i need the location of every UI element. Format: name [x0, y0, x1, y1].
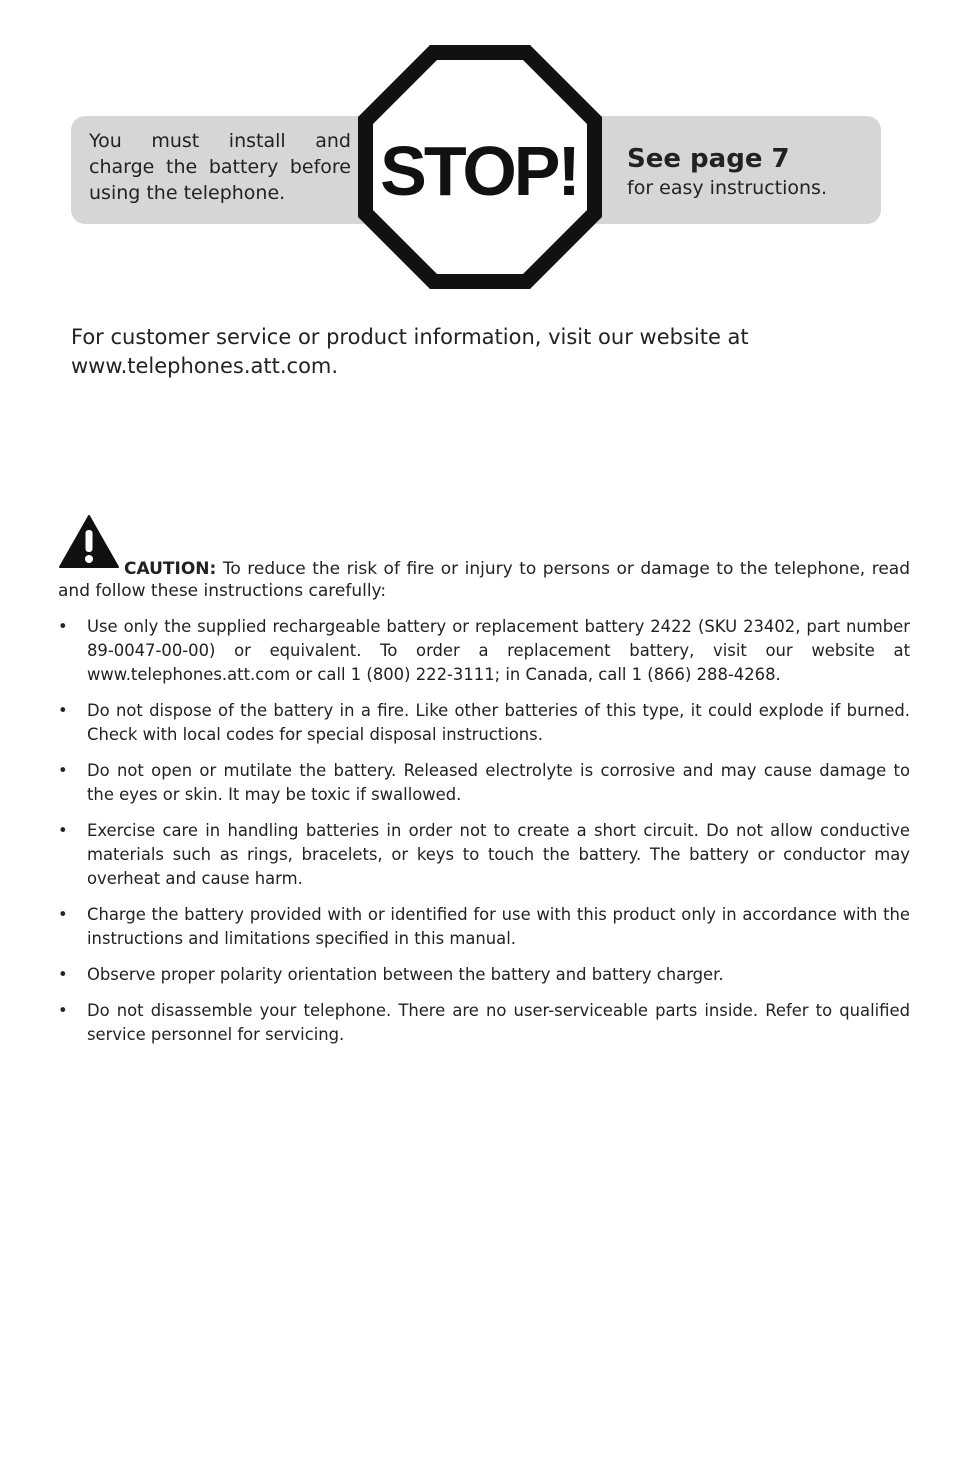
bullet-icon: •	[58, 905, 68, 924]
see-page-subtitle: for easy instructions.	[627, 177, 827, 199]
caution-text: To reduce the risk of fire or injury to persons or damage to the telephone, read and follow these instructions carefully:	[58, 559, 910, 601]
list-item-text: Charge the battery provided with or identified for use with this product only in accordance with the instructions and limitations specified in this manual.	[87, 905, 910, 948]
list-item	[58, 903, 910, 951]
list-item-text: Do not disassemble your telephone. There are no user-serviceable parts inside. Refer to qualified service personnel for servicing.	[87, 1001, 910, 1044]
bullet-icon: •	[58, 761, 68, 780]
install-notice: You must install and charge the battery before using the telephone.	[89, 130, 351, 204]
bullet-icon: •	[58, 965, 68, 984]
stop-label: STOP!	[380, 132, 578, 210]
list-item	[58, 999, 910, 1047]
customer-service-text: For customer service or product information, visit our website at www.telephones.att.com.	[71, 325, 749, 378]
list-item-text: Observe proper polarity orientation between the battery and battery charger.	[87, 965, 724, 984]
list-item	[58, 699, 910, 747]
bullet-icon: •	[58, 1001, 68, 1020]
list-item	[58, 963, 910, 987]
safety-instructions-list	[58, 615, 910, 1059]
bullet-icon: •	[58, 821, 68, 840]
list-item	[58, 759, 910, 807]
list-item	[58, 819, 910, 891]
stop-sign-icon	[356, 43, 604, 291]
caution-label: CAUTION:	[124, 559, 217, 579]
list-item-text: Exercise care in handling batteries in order not to create a short circuit. Do not allow conductive materials such as rings, bracelets, or keys to touch the battery. The battery or conductor may overheat and cause harm.	[87, 821, 910, 888]
see-page-title: See page 7	[627, 144, 790, 174]
list-item-text: Use only the supplied rechargeable battery or replacement battery 2422 (SKU 23402, part number 89-0047-00-00) or equivalent. To order a replacement battery, visit our website at www.telephones.att.com or call 1 (800) 222-3111; in Canada, call 1 (866) 288-4268.	[87, 617, 910, 684]
caution-paragraph	[58, 558, 910, 602]
list-item-text: Do not dispose of the battery in a fire. Like other batteries of this type, it could explode if burned. Check with local codes for special disposal instructions.	[87, 701, 910, 744]
bullet-icon: •	[58, 617, 68, 636]
bullet-icon: •	[58, 701, 68, 720]
see-page-box	[627, 143, 877, 201]
list-item-text: Do not open or mutilate the battery. Released electrolyte is corrosive and may cause damage to the eyes or skin. It may be toxic if swallowed.	[87, 761, 910, 804]
list-item	[58, 615, 910, 687]
